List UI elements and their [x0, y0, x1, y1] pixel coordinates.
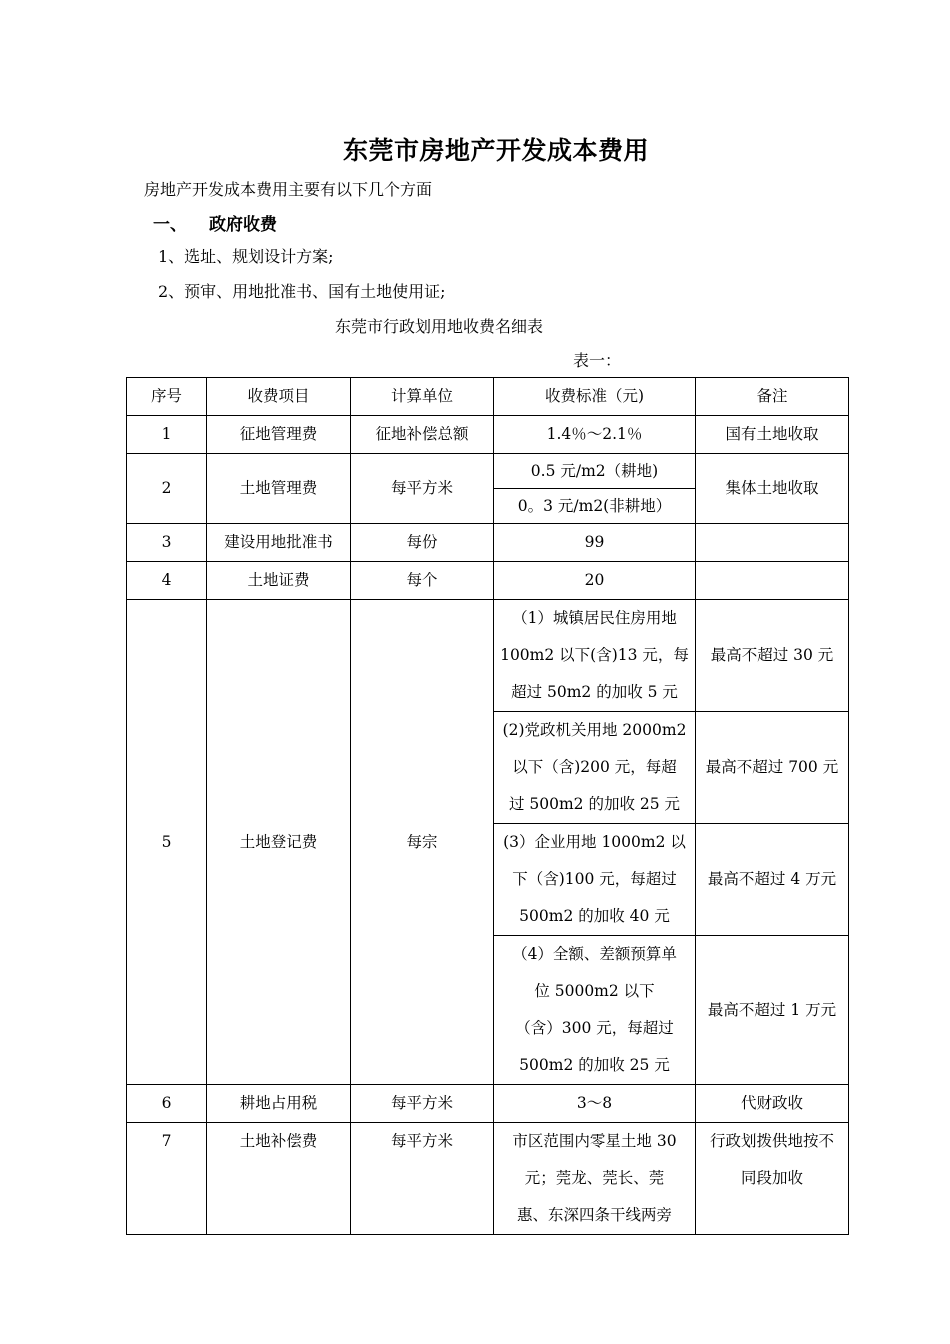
- table-row: [127, 600, 849, 712]
- table-row: [127, 562, 849, 600]
- standard-line: （4）全额、差额预算单: [512, 945, 677, 963]
- cell-unit: 每平方米: [351, 1123, 494, 1235]
- cell-standard: [494, 1123, 696, 1235]
- cell-item: 土地管理费: [207, 454, 351, 524]
- note-line: 行政划拨供地按不: [709, 1132, 834, 1150]
- cell-item: 土地补偿费: [207, 1123, 351, 1235]
- standard-line: （含）300 元，每超过: [515, 1019, 674, 1037]
- cell-unit: 征地补偿总额: [351, 416, 494, 454]
- cell-note: [696, 562, 849, 600]
- standard-line: 惠、东深四条干线两旁: [516, 1206, 672, 1224]
- cell-no: 6: [127, 1085, 207, 1123]
- intro-text: 房地产开发成本费用主要有以下几个方面: [144, 180, 433, 199]
- cell-note: [696, 524, 849, 562]
- standard-line: 市区范围内零星土地 30: [512, 1132, 677, 1150]
- cell-standard: [494, 712, 696, 824]
- cell-no: 5: [127, 600, 207, 1085]
- cell-no: 1: [127, 416, 207, 454]
- standard-line: 下（含)100 元，每超过: [512, 870, 677, 888]
- cell-note: 最高不超过 700 元: [696, 712, 849, 824]
- cell-standard: 0。3 元/m2(非耕地）: [494, 489, 696, 524]
- fee-table: [126, 377, 849, 1235]
- cell-standard: 0.5 元/m2（耕地): [494, 454, 696, 489]
- standard-line: 过 500m2 的加收 25 元: [508, 795, 681, 813]
- cell-note: 最高不超过 30 元: [696, 600, 849, 712]
- cell-item: 土地证费: [207, 562, 351, 600]
- cell-note: 集体土地收取: [696, 454, 849, 524]
- cell-note: [696, 1123, 849, 1235]
- standard-line: 500m2 的加收 40 元: [519, 907, 670, 925]
- header-cell: 收费标准（元): [494, 378, 696, 416]
- standard-line: （1）城镇居民住房用地: [512, 609, 677, 627]
- standard-line: (2)党政机关用地 2000m2: [502, 721, 687, 739]
- header-cell: 序号: [127, 378, 207, 416]
- cell-unit: 每份: [351, 524, 494, 562]
- standard-line: 元；莞龙、莞长、莞: [524, 1169, 665, 1187]
- list-item: 2、预审、用地批准书、国有土地使用证;: [158, 282, 446, 301]
- cell-standard: [494, 824, 696, 936]
- cell-unit: 每宗: [351, 600, 494, 1085]
- cell-item: 建设用地批准书: [207, 524, 351, 562]
- list-item: 1、选址、规划设计方案;: [158, 247, 334, 266]
- cell-note: 国有土地收取: [696, 416, 849, 454]
- cell-no: 3: [127, 524, 207, 562]
- cell-no: 2: [127, 454, 207, 524]
- cell-note: 最高不超过 1 万元: [696, 936, 849, 1085]
- table-caption: 东莞市行政划用地收费名细表: [335, 317, 544, 336]
- table-header-row: [127, 378, 849, 416]
- table-row: [127, 416, 849, 454]
- cell-item: 耕地占用税: [207, 1085, 351, 1123]
- cell-standard: [494, 600, 696, 712]
- table-number: 表一：: [573, 351, 622, 370]
- section-title: 政府收费: [209, 215, 277, 235]
- header-cell: 备注: [696, 378, 849, 416]
- cell-note: 代财政收: [696, 1085, 849, 1123]
- section-heading: [153, 210, 277, 235]
- cell-no: 7: [127, 1123, 207, 1235]
- cell-unit: 每平方米: [351, 454, 494, 524]
- document-title: 东莞市房地产开发成本费用: [342, 136, 649, 165]
- cell-standard: [494, 936, 696, 1085]
- cell-no: 4: [127, 562, 207, 600]
- section-number: 一、: [153, 215, 187, 235]
- cell-note: 最高不超过 4 万元: [696, 824, 849, 936]
- standard-line: 超过 50m2 的加收 5 元: [511, 683, 678, 701]
- table-row: [127, 454, 849, 489]
- standard-line: 位 5000m2 以下: [534, 982, 655, 1000]
- table-row: [127, 1085, 849, 1123]
- header-cell: 收费项目: [207, 378, 351, 416]
- cell-standard: 99: [494, 524, 696, 562]
- cell-item: 征地管理费: [207, 416, 351, 454]
- cell-standard: 3～8: [494, 1085, 696, 1123]
- standard-line: (3）企业用地 1000m2 以: [503, 833, 686, 851]
- cell-item: 土地登记费: [207, 600, 351, 1085]
- note-line: 同段加收: [740, 1169, 803, 1187]
- cell-unit: 每个: [351, 562, 494, 600]
- standard-line: 500m2 的加收 25 元: [519, 1056, 670, 1074]
- standard-line: 以下（含)200 元，每超: [512, 758, 677, 776]
- table-row: [127, 1123, 849, 1235]
- cell-unit: 每平方米: [351, 1085, 494, 1123]
- table-row: [127, 524, 849, 562]
- cell-standard: 20: [494, 562, 696, 600]
- standard-line: 100m2 以下(含)13 元，每: [500, 646, 689, 664]
- cell-standard: 1.4％～2.1％: [494, 416, 696, 454]
- header-cell: 计算单位: [351, 378, 494, 416]
